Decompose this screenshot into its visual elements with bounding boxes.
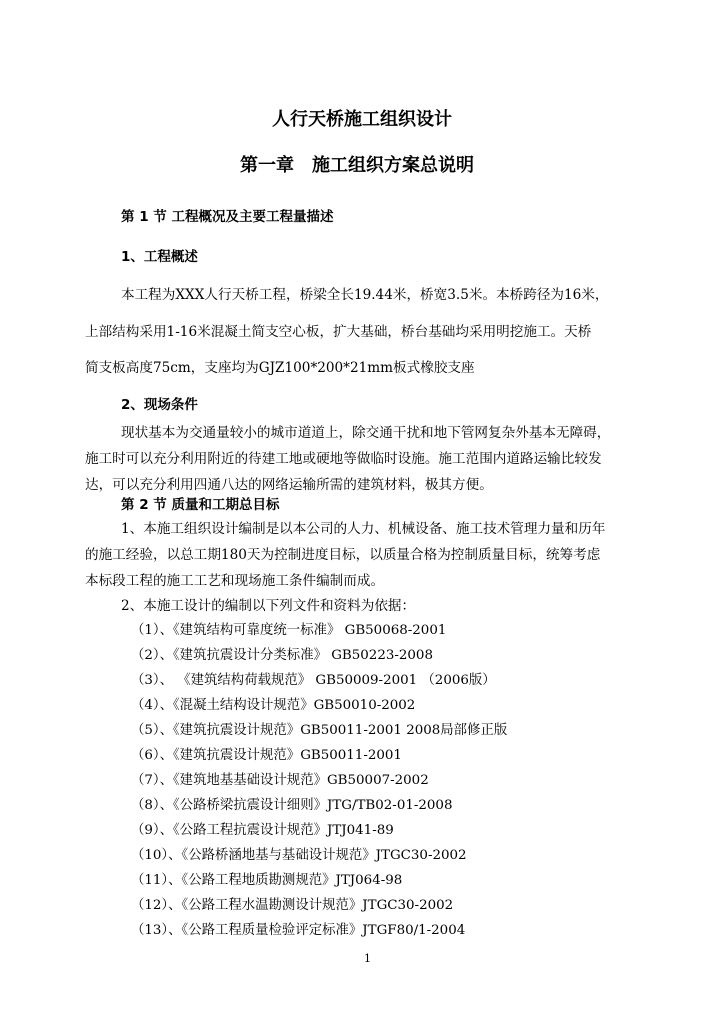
goal-line-1: 1、本施工组织设计编制是以本公司的人力、机械设备、施工技术管理力量和历年: [121, 521, 606, 537]
section-2-heading: 第 2 节 质量和工期总目标: [121, 497, 280, 513]
section-1-heading: 第 1 节 工程概况及主要工程量描述: [121, 209, 334, 225]
reference-item: （4）、《混凝土结构设计规范》GB50010-2002: [131, 698, 416, 713]
document-title: 人行天桥施工组织设计: [272, 109, 452, 130]
reference-item: （5）、《建筑抗震设计规范》GB50011-2001 2008局部修正版: [131, 723, 508, 738]
goal-line-3: 本标段工程的施工工艺和现场施工条件编制而成。: [85, 573, 385, 589]
goal-line-2: 的施工经验，以总工期180天为控制进度目标，以质量合格为控制质量目标，统筹考虑: [85, 547, 601, 563]
reference-item: （12）、《公路工程水温勘测设计规范》JTGC30-2002: [131, 898, 454, 913]
subsection-overview-heading: 1、工程概述: [121, 249, 198, 265]
reference-item: （11）、《公路工程地质勘测规范》JTJ064-98: [131, 873, 403, 888]
reference-item: （2）、《建筑抗震设计分类标准》 GB50223-2008: [131, 648, 433, 663]
site-line-1: 现状基本为交通量较小的城市道道上，除交通干扰和地下管网复杂外基本无障碍，: [121, 425, 611, 441]
basis-intro: 2、本施工设计的编制以下列文件和资料为依据：: [121, 598, 416, 614]
reference-item: （9）、《公路工程抗震设计规范》JTJ041-89: [131, 823, 394, 838]
subsection-site-heading: 2、现场条件: [121, 397, 198, 413]
overview-line-3: 简支板高度75cm，支座均为GJZ100*200*21mm板式橡胶支座: [85, 360, 475, 376]
site-line-3: 达，可以充分利用四通八达的网络运输所需的建筑材料，极其方便。: [85, 477, 493, 493]
overview-line-2: 上部结构采用1-16米混凝土简支空心板，扩大基础，桥台基础均采用明挖施工。天桥: [85, 324, 592, 340]
page-number: 1: [364, 952, 371, 965]
reference-item: （13）、《公路工程质量检验评定标准》JTGF80/1-2004: [131, 923, 466, 938]
reference-item: （8）、《公路桥梁抗震设计细则》JTG/TB02-01-2008: [131, 798, 453, 813]
reference-item: （1）、《建筑结构可靠度统一标准》 GB50068-2001: [131, 623, 447, 638]
site-line-2: 施工时可以充分利用附近的待建工地或硬地等做临时设施。施工范围内道路运输比较发: [85, 451, 602, 467]
reference-item: （6）、《建筑抗震设计规范》GB50011-2001: [131, 748, 402, 763]
reference-item: （7）、《建筑地基基础设计规范》GB50007-2002: [131, 773, 429, 788]
reference-item: （10）、《公路桥涵地基与基础设计规范》JTGC30-2002: [131, 848, 467, 863]
reference-item: （3）、 《建筑结构荷载规范》 GB50009-2001 （2006版）: [131, 673, 496, 688]
chapter-heading: 第一章 施工组织方案总说明: [240, 155, 474, 176]
overview-line-1: 本工程为XXX人行天桥工程，桥梁全长19.44米，桥宽3.5米。本桥跨径为16米，: [121, 287, 609, 303]
